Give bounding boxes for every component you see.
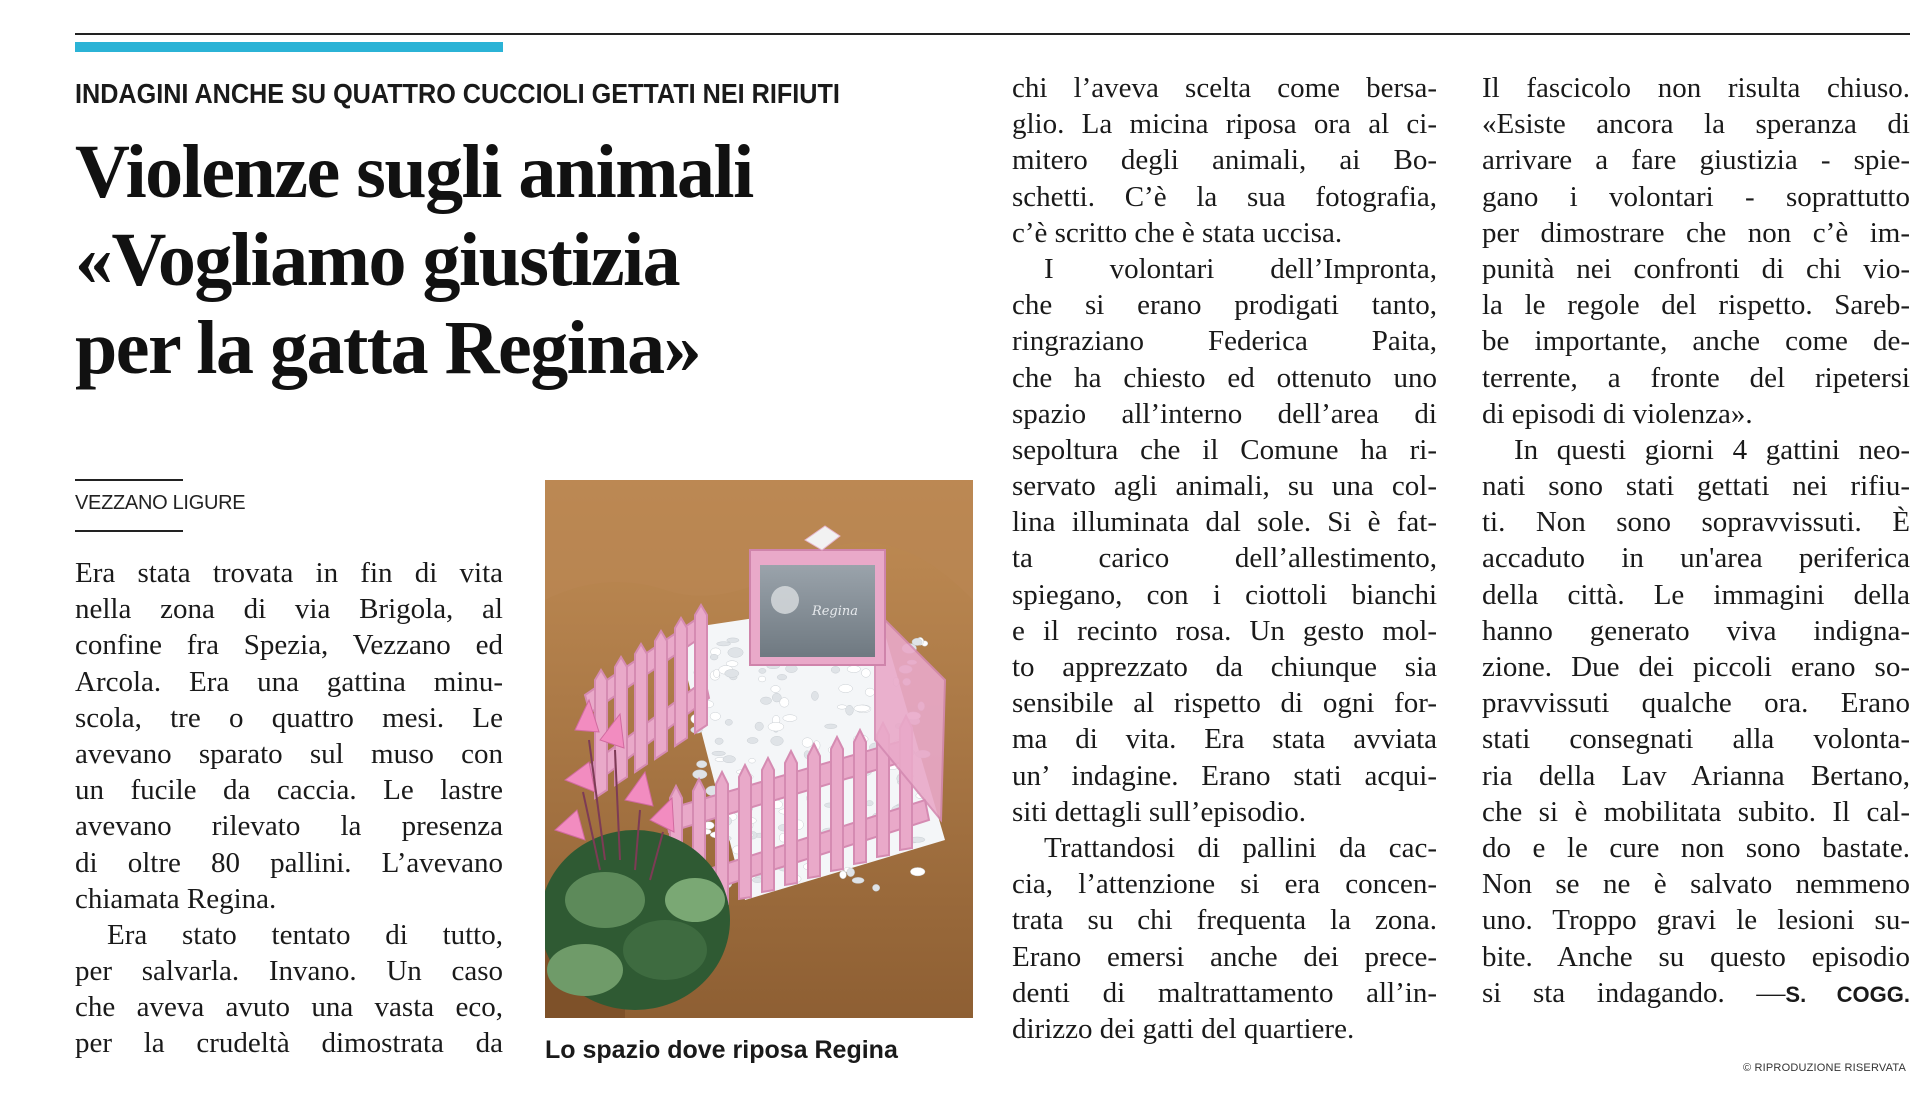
fence-picket xyxy=(635,644,647,772)
text-line: siti dettagli sull’episodio. xyxy=(1012,795,1307,828)
pebble xyxy=(854,705,870,712)
pebble xyxy=(697,761,707,768)
fence-picket xyxy=(762,758,774,892)
text-line: do e le cure non sono bastate. xyxy=(1482,831,1910,864)
text-line: ringraziano Federica Paita, xyxy=(1012,325,1437,358)
text-line: della città. Le immagini della xyxy=(1482,578,1910,611)
text-line: confine fra Spezia, Vezzano ed xyxy=(75,629,503,662)
headline xyxy=(75,128,975,392)
text-line: chiamata Regina. xyxy=(75,882,277,915)
text-line: che ha chiesto ed ottenuto uno xyxy=(1012,361,1437,394)
pebble xyxy=(802,738,813,748)
pebble xyxy=(710,654,718,660)
text-line: zione. Due dei piccoli erano so- xyxy=(1482,651,1910,683)
text-line: ti. Non sono sopravvissuti. È xyxy=(1482,506,1910,539)
text-line: chi l’aveva scelta come bersa- xyxy=(1012,72,1437,104)
closing-line xyxy=(1482,975,1910,1011)
dateline: VEZZANO LIGURE xyxy=(75,492,246,514)
pebble xyxy=(771,686,780,693)
text-line: Era stato tentato di tutto, xyxy=(107,918,503,951)
headline-line-1: Violenze sugli animali xyxy=(75,130,753,214)
pebble xyxy=(759,668,766,673)
text-line: punità nei confronti di chi vio- xyxy=(1482,252,1910,285)
pebble xyxy=(768,722,784,731)
fence-picket xyxy=(739,765,751,899)
text-line: che si erano prodigati tanto, xyxy=(1012,289,1437,322)
pebble xyxy=(760,697,771,704)
text-line: che si è mobilitata subito. Il cal- xyxy=(1482,795,1910,828)
text-line: to apprezzato da chiunque sia xyxy=(1012,651,1437,683)
leaf xyxy=(547,944,623,996)
text-line: avevano sparato sul muso con xyxy=(75,737,503,770)
leaf xyxy=(665,878,725,922)
text-line: I volontari dell’Impronta, xyxy=(1044,252,1437,285)
leaf xyxy=(623,920,707,980)
fence-picket xyxy=(808,744,820,878)
text-line: si sta indagando. — xyxy=(1482,976,1786,1009)
pebble xyxy=(693,770,707,779)
text-line: be importante, anche come de- xyxy=(1482,325,1910,358)
pebble xyxy=(873,884,880,891)
pebble xyxy=(837,705,847,709)
pebble xyxy=(725,719,732,725)
text-line: c’è scritto che è stata uccisa. xyxy=(1012,216,1343,249)
pebble xyxy=(727,638,739,643)
text-line: bite. Anche su questo episodio xyxy=(1482,940,1910,973)
copyright-notice: © RIPRODUZIONE RISERVATA xyxy=(1742,1062,1906,1074)
text-line: la le regole del rispetto. Sareb- xyxy=(1482,289,1910,322)
pebble xyxy=(852,877,864,883)
pebble xyxy=(865,688,874,696)
pebble xyxy=(780,698,789,708)
text-line: Non se ne è salvato nemmeno xyxy=(1482,868,1910,901)
pebble xyxy=(839,684,853,692)
pebble xyxy=(747,738,758,744)
pebble xyxy=(715,738,723,744)
text-line: per dimostrare che non c’è im- xyxy=(1482,216,1910,249)
fence-picket xyxy=(831,737,843,871)
pebble xyxy=(847,868,855,877)
text-line: nati sono stati gettati nei rifiu- xyxy=(1482,470,1910,503)
leaf xyxy=(565,872,645,928)
pebble xyxy=(749,758,756,763)
text-line: sepoltura che il Comune ha ri- xyxy=(1012,433,1437,466)
text-line: nella zona di via Brigola, al xyxy=(75,593,503,626)
pebble xyxy=(758,676,765,682)
grave-photo-illustration xyxy=(545,480,973,1018)
pebble xyxy=(847,666,860,673)
text-line: avevano rilevato la presenza xyxy=(75,810,503,843)
text-line: Il fascicolo non risulta chiuso. xyxy=(1482,72,1910,104)
fence-picket xyxy=(655,631,667,759)
text-line: ta carico dell’allestimento, xyxy=(1012,542,1437,575)
text-line: scola, tre o quattro mesi. Le xyxy=(75,701,503,734)
pebble xyxy=(840,871,847,879)
pebble xyxy=(717,642,731,646)
author-byline: S. COGG. xyxy=(1785,981,1910,1007)
text-line: denti di maltrattamento all’in- xyxy=(1012,976,1437,1009)
text-line: per salvarla. Invano. Un caso xyxy=(75,955,503,988)
text-line: cia, l’attenzione si era concen- xyxy=(1012,868,1437,901)
text-line: spazio all’interno dell’area di xyxy=(1012,397,1437,430)
text-line: gano i volontari - soprattutto xyxy=(1482,180,1910,213)
pebble xyxy=(723,756,736,763)
text-line: di oltre 80 pallini. L’avevano xyxy=(75,846,503,879)
text-line: accaduto in un'area periferica xyxy=(1482,542,1910,575)
fence-picket xyxy=(695,605,707,733)
text-line: «Esiste ancora la speranza di xyxy=(1482,108,1910,141)
pebble xyxy=(755,722,763,730)
pebble xyxy=(862,669,871,678)
pebble xyxy=(825,724,837,729)
fence-picket xyxy=(785,751,797,885)
text-line: spiegano, con i ciottoli bianchi xyxy=(1012,578,1437,611)
text-line: uno. Troppo gravi le lesioni su- xyxy=(1482,904,1910,937)
pebble xyxy=(910,868,925,876)
pebble xyxy=(710,712,720,720)
photo-grave xyxy=(545,480,973,1018)
pebble xyxy=(783,715,797,722)
fence-picket xyxy=(854,730,866,864)
text-line: Erano emersi anche dei prece- xyxy=(1012,940,1437,973)
plaque-name: Regina xyxy=(811,604,859,619)
text-line: sensibile al rispetto di ogni for- xyxy=(1012,687,1437,720)
text-line: hanno generato viva indigna- xyxy=(1482,614,1910,647)
text-line: Arcola. Era una gattina minu- xyxy=(75,665,503,698)
text-line: schetti. C’è la sua fotografia, xyxy=(1012,180,1437,213)
text-line: per la crudeltà dimostrata da xyxy=(75,1027,503,1060)
text-line: ria della Lav Arianna Bertano, xyxy=(1482,759,1910,792)
kicker: INDAGINI ANCHE SU QUATTRO CUCCIOLI GETTATI NEI RIFIUTI xyxy=(75,78,840,109)
text-line: Trattandosi di pallini da cac- xyxy=(1044,831,1437,864)
pebble xyxy=(831,666,840,673)
article-column-1 xyxy=(75,555,503,1062)
text-line: un fucile da caccia. Le lastre xyxy=(75,774,503,807)
text-line: servato agli animali, su una col- xyxy=(1012,470,1437,503)
dateline-rule xyxy=(75,530,183,532)
text-line: lina illuminata dal sole. Si è fat- xyxy=(1012,506,1437,539)
photo-caption: Lo spazio dove riposa Regina xyxy=(545,1036,898,1064)
top-rule xyxy=(75,33,1910,35)
dateline-rule xyxy=(75,479,183,481)
text-line: un’ indagine. Erano stati acqui- xyxy=(1012,759,1437,792)
pebble xyxy=(912,638,922,645)
fence-picket xyxy=(675,618,687,746)
headline-line-2: «Vogliamo giustizia xyxy=(75,218,680,302)
text-line: e il recinto rosa. Un gesto mol- xyxy=(1012,614,1437,647)
text-line: terrente, a fronte del ripetersi xyxy=(1482,361,1910,394)
text-line: ma di vita. Era stata avviata xyxy=(1012,723,1437,756)
pebble xyxy=(771,736,784,745)
headline-line-3: per la gatta Regina» xyxy=(75,306,701,390)
pebble xyxy=(811,691,818,700)
text-line: Era stata trovata in fin di vita xyxy=(75,557,503,589)
pebble xyxy=(712,751,726,755)
pebble xyxy=(777,674,787,680)
text-line: glio. La micina riposa ora al ci- xyxy=(1012,108,1437,141)
text-line: di episodi di violenza». xyxy=(1482,397,1753,430)
section-accent-bar xyxy=(75,42,503,52)
text-line: In questi giorni 4 gattini neo- xyxy=(1514,433,1910,466)
article-column-2 xyxy=(1012,70,1437,1047)
pebble xyxy=(728,648,743,658)
plaque-cat-photo xyxy=(771,586,799,614)
text-line: dirizzo dei gatti del quartiere. xyxy=(1012,1012,1355,1045)
pebble xyxy=(725,669,739,677)
text-line: stati consegnati alla volonta- xyxy=(1482,723,1910,756)
article-column-3 xyxy=(1482,70,1910,1011)
text-line: mitero degli animali, ai Bo- xyxy=(1012,144,1437,177)
text-line: arrivare a fare giustizia - spie- xyxy=(1482,144,1910,177)
text-line: pravvissuti qualche ora. Erano xyxy=(1482,687,1910,720)
text-line: trata su chi frequenta la zona. xyxy=(1012,904,1437,937)
text-line: che aveva avuto una vasta eco, xyxy=(75,991,503,1024)
